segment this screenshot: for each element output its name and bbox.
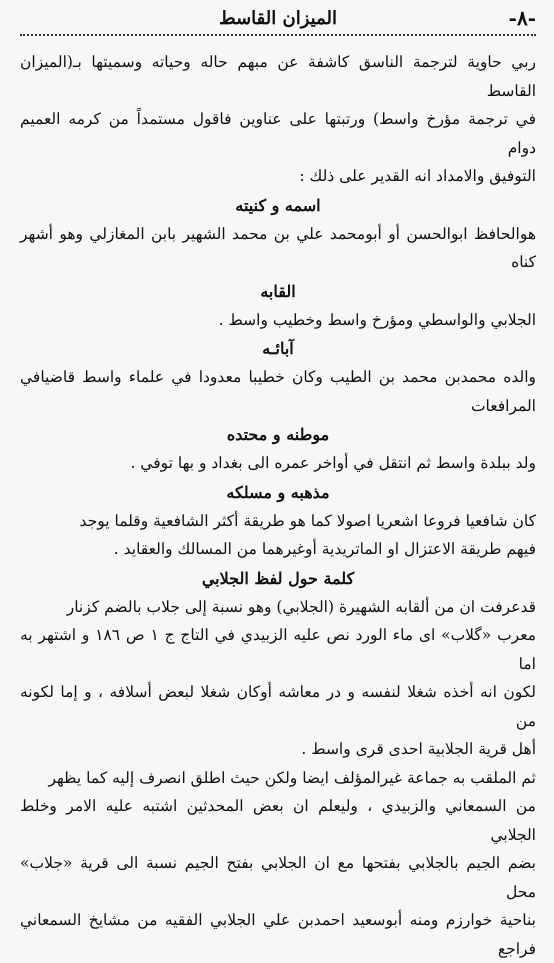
- word-note-line-8: بناحية خوارزم ومنه أبوسعيد احمدبن علي الجلابي الفقيه من مشايخ السمعاني فراجع: [20, 911, 536, 958]
- section-heading-homeland: موطنه و محتده: [226, 425, 330, 444]
- page-number: -٨-: [508, 6, 536, 30]
- word-note-line-2: معرب «گلاب» اى ماء الورد نص عليه الزبيدي في التاج ج ١ ص ١٨٦ و اشتهر به اما: [20, 626, 537, 673]
- section-heading-doctrine: مذهبه و مسلكه: [226, 482, 330, 502]
- titles-line-1: الجلابي والواسطي ومؤرخ واسط وخطيب واسط .: [218, 310, 536, 329]
- ancestors-line-1: والده محمدبن محمد بن الطيب وكان خطيبا معدودا في علماء واسط قاضيافي المرافعات: [20, 368, 536, 415]
- intro-line-3: التوفيق والامداد انه القدير على ذلك :: [299, 167, 536, 185]
- word-note-line-5: ثم الملقب به جماعة غيرالمؤلف ايضا ولكن حيث اطلق انصرف إليه كما يظهر: [48, 768, 536, 787]
- doctrine-line-2: فيهم طريقة الاعتزال او الماتريدية أوغيرهما من المسالك والعقايد .: [113, 540, 536, 558]
- word-note-line-1: قدعرفت ان من ألقابه الشهيرة (الجلابي) وهو نسبة إلى جلاب بالضم كزنار: [66, 597, 536, 616]
- word-note-line-7: بضم الجيم بالجلابي بفتحها مع ان الجلابي بفتح الجيم نسبة الى قرية «جلاب» محل: [20, 854, 536, 901]
- name-line-1: هوالحافظ ابوالحسن أو أبومحمد علي بن محمد الشهير بابن المغازلي وهو أشهر كناه: [20, 224, 536, 271]
- page-header: [20, 4, 536, 36]
- homeland-line-1: ولد ببلدة واسط ثم انتقل في أواخر عمره الى بغداد و بها توفي .: [130, 454, 536, 472]
- section-heading-titles: القابه: [260, 281, 296, 301]
- intro-line-1: ربي حاوية لترجمة الناسق كاشفة عن مبهم حاله وحياته وسميتها بـ(الميزان القاسط: [20, 53, 536, 100]
- section-heading-word-note: كلمة حول لفظ الجلابي: [201, 568, 355, 588]
- page-body: [20, 48, 536, 963]
- running-title: الميزان القاسط: [219, 8, 337, 29]
- intro-line-2: في ترجمة مؤرخ واسط) ورتبتها على عناوين فاقول مستمداً من كرمه العميم دوام: [20, 110, 536, 157]
- doctrine-line-1: كان شافعيا فروعا اشعريا اصولا كما هو طريقة أكثر الشافعية وقلما يوجد: [79, 511, 536, 530]
- word-note-line-6: من السمعاني والزبيدي ، وليعلم ان بعض المحدثين اشتبه عليه الامر وخلط الجلابي: [20, 797, 536, 844]
- word-note-line-3: لكون انه أخذه شغلا لنفسه و در معاشه أوكان شغلا لبعض أسلافه ، و إما لكونه من: [20, 683, 536, 730]
- section-heading-ancestors: آبائـه: [262, 339, 294, 358]
- word-note-line-4: أهل قرية الجلابية احدى قرى واسط .: [301, 740, 536, 758]
- section-heading-name: اسمه و كنيته: [235, 195, 321, 215]
